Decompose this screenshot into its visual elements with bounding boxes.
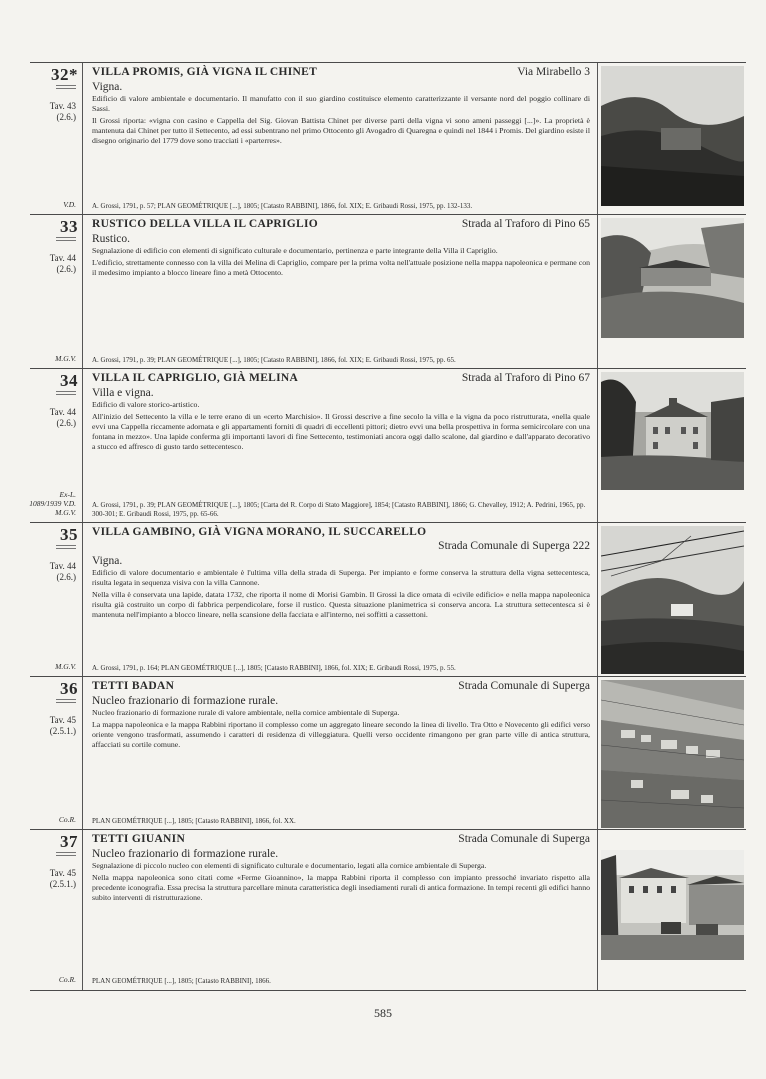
entry-description: Edificio di valore storico-artistico. All'inizio del Settecento la villa e le terre erano di un «certo Marchisio». Il Grossi descrive a fine secolo la villa e la vigna da poco ristrutturata, «nella quale evvi una Cappella riccamente adornata e gli appartamenti forniti di quadri di eccellenti pittori; dietro evvi una bella prospettiva in forma semicircolare con una fontana in mezzo». Una lapide conferma gli importanti lavori di fine Settecento, testimoniati ancora oggi dallo scalone, dal giardino e dall'apparato decorativo a stucco ed affresco di gusto tardo settecentesco. — [92, 400, 590, 451]
entry-title: TETTI GIUANIN — [92, 833, 186, 845]
entry-number: 36 — [60, 679, 78, 698]
entry-title: RUSTICO DELLA VILLA IL CAPRIGLIO — [92, 218, 319, 230]
author-initials: M.G.V. — [55, 354, 76, 363]
entry-references: PLAN GEOMÉTRIQUE [...], 1805; [Catasto RABBINI], 1866, fol. XX. — [92, 817, 296, 825]
entry-37 — [30, 829, 746, 991]
photo-villa-promis — [601, 66, 744, 206]
entry-36 — [30, 676, 746, 830]
entry-meta — [30, 677, 80, 830]
entry-references: A. Grossi, 1791, p. 57; PLAN GEOMÉTRIQUE [...], 1805; [Catasto RABBINI], 1866, fol. XIX; E. Gribaudi Rossi, 1975, pp. 132-133. — [92, 202, 473, 210]
entry-meta — [30, 215, 80, 369]
entry-type: Vigna. — [92, 81, 123, 93]
entry-type: Nucleo frazionario di formazione rurale. — [92, 695, 279, 707]
tav-ref: Tav. 45 (2.5.1.) — [49, 715, 76, 736]
entry-title: TETTI BADAN — [92, 680, 175, 692]
entry-references: PLAN GEOMÉTRIQUE [...], 1805; [Catasto RABBINI], 1866. — [92, 977, 271, 985]
entry-address: Strada Comunale di Superga 222 — [438, 540, 590, 552]
entry-description: Nucleo frazionario di formazione rurale di valore ambientale, nella cornice ambientale di Superga. La mappa napoleonica e la mappa Rabbini riportano il complesso come un aggregato lineare secondo la linea di livello. Tra Otto e Novecento gli edifici verso oriente vengono trasformati, assumendo i caratteri di residenza di villeggiatura. Quelli verso occidente rimangono per gran parte ville di antica struttura, affacciati su cortile comune. — [92, 708, 590, 749]
tav-ref: Tav. 43 (2.6.) — [49, 101, 76, 122]
entry-description: Edificio di valore documentario e ambientale è l'ultima villa della strada di Superga. Per impianto e forme conserva la struttura della vigna settecentesca, risulta legata in sequenza visiva con la villa Cannone. Nella villa è conservata una lapide, datata 1732, che riporta il nome di Morisi Gambin. Il Grossi la dice ornata di «civile edificio» e nella mappa napoleonica risulta già costruito un corpo di fabbrica perpendicolare, forse il rustico. Questa situazione planimetrica si conserva ancora. La struttura settecentesca si è mantenuta nell'impianto a blocco lineare, nella scansione della facciata e all'interno, nei soffitti a cassettoni. — [92, 568, 590, 619]
entry-34 — [30, 368, 746, 523]
entry-type: Villa e vigna. — [92, 387, 154, 399]
entry-meta — [30, 369, 80, 523]
page-number: 585 — [374, 1006, 392, 1020]
photo-tetti-giuanin — [601, 850, 744, 960]
entry-title: VILLA IL CAPRIGLIO, GIÀ MELINA — [92, 372, 299, 384]
entry-address: Via Mirabello 3 — [517, 66, 590, 78]
entry-address: Strada Comunale di Superga — [458, 833, 590, 845]
entry-number: 33 — [60, 217, 78, 236]
entry-address: Strada al Traforo di Pino 65 — [461, 218, 590, 230]
entry-title: VILLA GAMBINO, GIÀ VIGNA MORANO, IL SUCCARELLO — [92, 526, 427, 538]
entry-meta — [30, 830, 80, 990]
entry-references: A. Grossi, 1791, p. 164; PLAN GEOMÉTRIQUE [...], 1805; [Catasto RABBINI], 1866, fol. XIX; E. Gribaudi Rossi, 1975, p. 55. — [92, 664, 456, 672]
entry-32 — [30, 62, 746, 215]
entry-meta — [30, 63, 80, 215]
photo-tetti-badan-aerial — [601, 680, 744, 828]
entry-title: VILLA PROMIS, GIÀ VIGNA IL CHINET — [92, 66, 318, 78]
entry-address: Strada Comunale di Superga — [458, 680, 590, 692]
entry-meta — [30, 523, 80, 677]
entry-description: Segnalazione di edificio con elementi di significato culturale e documentario, pertinenza e parte integrante della Villa il Capriglio. L'edificio, strettamente connesso con la villa dei Melina di Capriglio, compare per la prima volta nell'attuale posizione nella mappa napoleonica e permane con il medesimo impianto a blocco lineare fino a metà Ottocento. — [92, 246, 590, 277]
author-initials: Ex-L. 1089/1939 V.D. M.G.V. — [29, 490, 76, 517]
entry-address: Strada al Traforo di Pino 67 — [461, 372, 590, 384]
entry-number: 37 — [60, 832, 78, 851]
tav-ref: Tav. 45 (2.5.1.) — [49, 868, 76, 889]
entry-type: Rustico. — [92, 233, 131, 245]
author-initials: Co.R. — [58, 975, 76, 984]
entry-references: A. Grossi, 1791, p. 39; PLAN GEOMÉTRIQUE [...], 1805; [Catasto RABBINI], 1866, fol. XIX; E. Gribaudi Rossi, 1975, pp. 65. — [92, 356, 456, 364]
author-initials: M.G.V. — [55, 662, 76, 671]
photo-villa-gambino — [601, 526, 744, 674]
entry-33 — [30, 214, 746, 369]
entry-references: A. Grossi, 1791, p. 39; PLAN GEOMÉTRIQUE [...], 1805; [Carta del R. Corpo di Stato Maggiore], 1854; [Catasto RABBINI], 1866; G. Chevalley, 1912; A. Pedrini, 1965, pp. 300-301; E. Gribaudi Rossi, 1975, pp. 65-66. — [92, 501, 586, 518]
entry-description: Segnalazione di piccolo nucleo con elementi di significato culturale e documentario, legati alla cornice ambientale di Superga. Nella mappa napoleonica sono citati come «Ferme Gioannino», la mappa Rabbini riporta il complesso con impianto pressoché invariato rispetto alla precedente iconografia. Essa precisa la struttura parcellare minuta caratteristica degli insediamenti rurali di antica formazione. In tempi recenti gli edifici hanno subito interventi di ristrutturazione. — [92, 861, 590, 902]
tav-ref: Tav. 44 (2.6.) — [49, 561, 76, 582]
entry-35 — [30, 522, 746, 677]
entry-type: Vigna. — [92, 555, 123, 567]
entry-number: 32* — [51, 65, 78, 84]
entry-type: Nucleo frazionario di formazione rurale. — [92, 848, 279, 860]
tav-ref: Tav. 44 (2.6.) — [49, 253, 76, 274]
entry-number: 35 — [60, 525, 78, 544]
entry-number: 34 — [60, 371, 78, 390]
photo-villa-capriglio — [601, 372, 744, 490]
author-initials: V.D. — [63, 200, 76, 209]
photo-rustico-capriglio — [601, 218, 744, 338]
tav-ref: Tav. 44 (2.6.) — [49, 407, 76, 428]
entry-description: Edificio di valore ambientale e documentario. Il manufatto con il suo giardino costituisce elemento caratterizzante il versante nord del poggio collinare di Sassi. Il Grossi riporta: «vigna con casino e Cappella del Sig. Giovan Battista Chinet per diverse parti della vigna vi sono ameni passeggi [...]». La proprietà è mantenuta dai Chinet per tutto il Settecento, ad essi subentrano nel primo Ottocento gli Avogadro di Quaregna e quindi nel 1844 i Promis. Del giardino esiste il disegno originario del 1779 dove sono tracciati i «parterres». — [92, 94, 590, 145]
author-initials: Co.R. — [58, 815, 76, 824]
